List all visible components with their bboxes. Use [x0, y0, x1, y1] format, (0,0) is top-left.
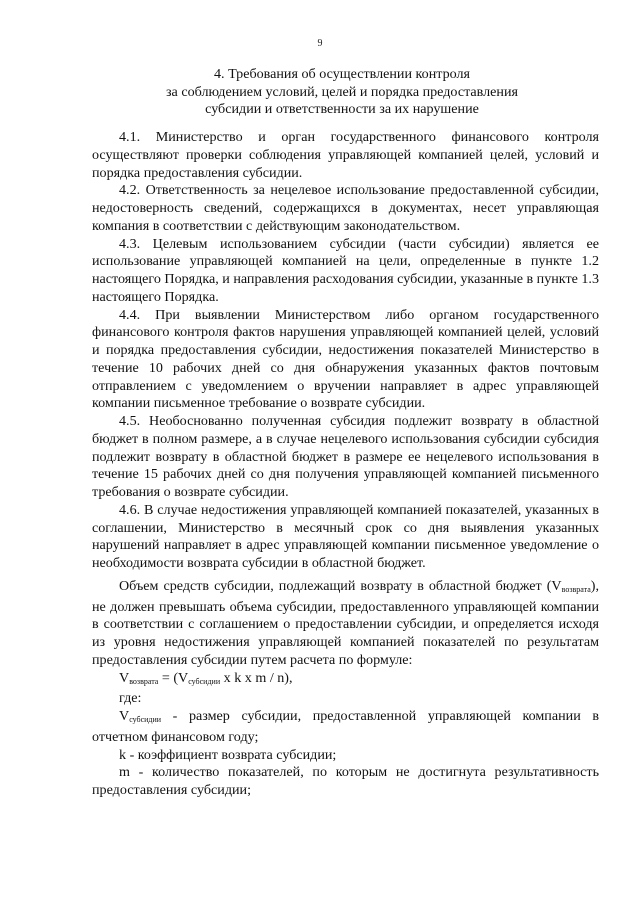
- formula-tail: x k x m / n),: [220, 669, 293, 686]
- formula-subscript-subsidy: субсидии: [188, 676, 221, 686]
- page-number: 9: [317, 38, 323, 49]
- paragraph-4-2: 4.2. Ответственность за нецелевое использование предоставленной субсидии, недостоверность сведений, содержащихся в документах, несет управляющая компания в соответствии с действующим законодательством.: [92, 182, 599, 234]
- paragraph-4-1: 4.1. Министерство и орган государственного финансового контроля осуществляют проверки соблюдения управляющей компанией целей, условий и порядка предоставления субсидии.: [92, 129, 599, 181]
- paragraph-4-6: 4.6. В случае недостижения управляющей компанией показателей, указанных в соглашении, Министерство в месячный срок со дня выявления указанных нарушений направляет в адрес управляющей компании письменное уведомление о необходимости возврата субсидии в областной бюджет.: [92, 501, 599, 571]
- definition-where: где:: [119, 690, 142, 707]
- document-body: [92, 129, 599, 800]
- definition-v-text: - размер субсидии, предоставленной управляющей компании в отчетном финансовом году;: [92, 708, 599, 745]
- volume-text-start: Объем средств субсидии, подлежащий возврату в областной бюджет (V: [119, 577, 562, 594]
- section-title-line-2: за соблюдением условий, целей и порядка предоставления: [165, 83, 518, 100]
- formula-middle: = (V: [158, 669, 189, 686]
- paragraph-4-5: 4.5. Необоснованно полученная субсидия подлежит возврату в областной бюджет в полном размере, а в случае нецелевого использования субсидии субсидия подлежит возврату в областной бюджет в размере ее нецелевого использования в течение 15 рабочих дней со дня получения управляющей компанией письменного требования о возврате субсидии.: [92, 413, 599, 500]
- volume-subscript: возврата: [561, 584, 591, 594]
- definition-k: k - коэффициент возврата субсидии;: [119, 746, 337, 763]
- formula: [92, 670, 599, 691]
- definition-v-subscript: субсидии: [129, 715, 162, 724]
- formula-v: V: [119, 669, 130, 686]
- paragraph-4-4: 4.4. При выявлении Министерством либо органом государственного финансового контроля фактов нарушения управляющей компанией целей, условий и порядка предоставления субсидии, недостижения показателей Министерство в течение 10 рабочих дней со дня обнаружения указанных фактов почтовым отправлением с уведомлением о вручении направляет в адрес управляющей компании письменное требование о возврате субсидии.: [92, 306, 599, 412]
- paragraph-volume: [92, 578, 599, 670]
- definition-m: m - количество показателей, по которым не достигнута результативность предоставления субсидии;: [92, 764, 599, 798]
- definition-v: V: [119, 708, 130, 724]
- formula-subscript-return: возврата: [129, 676, 159, 686]
- volume-text-end: ), не должен превышать объема субсидии, предоставленного управляющей компании в соответствии с соглашением о предоставлении субсидии, и определяется исходя из уровня недостижения управляющей компанией показателей по результатам предоставления субсидии путем расчета по формуле:: [92, 577, 599, 668]
- paragraph-4-3: 4.3. Целевым использованием субсидии (части субсидии) является ее использование управляющей компанией на цели, определенные в пункте 1.2 настоящего Порядка, и направления расходования субсидии, указанные в пункте 1.3 настоящего Порядка.: [92, 235, 600, 305]
- section-title-line-1: 4. Требования об осуществлении контроля: [213, 66, 470, 82]
- section-title: [92, 66, 592, 119]
- section-title-line-3: субсидии и ответственности за их нарушение: [205, 101, 479, 117]
- definition-v-subsidy: [92, 708, 599, 747]
